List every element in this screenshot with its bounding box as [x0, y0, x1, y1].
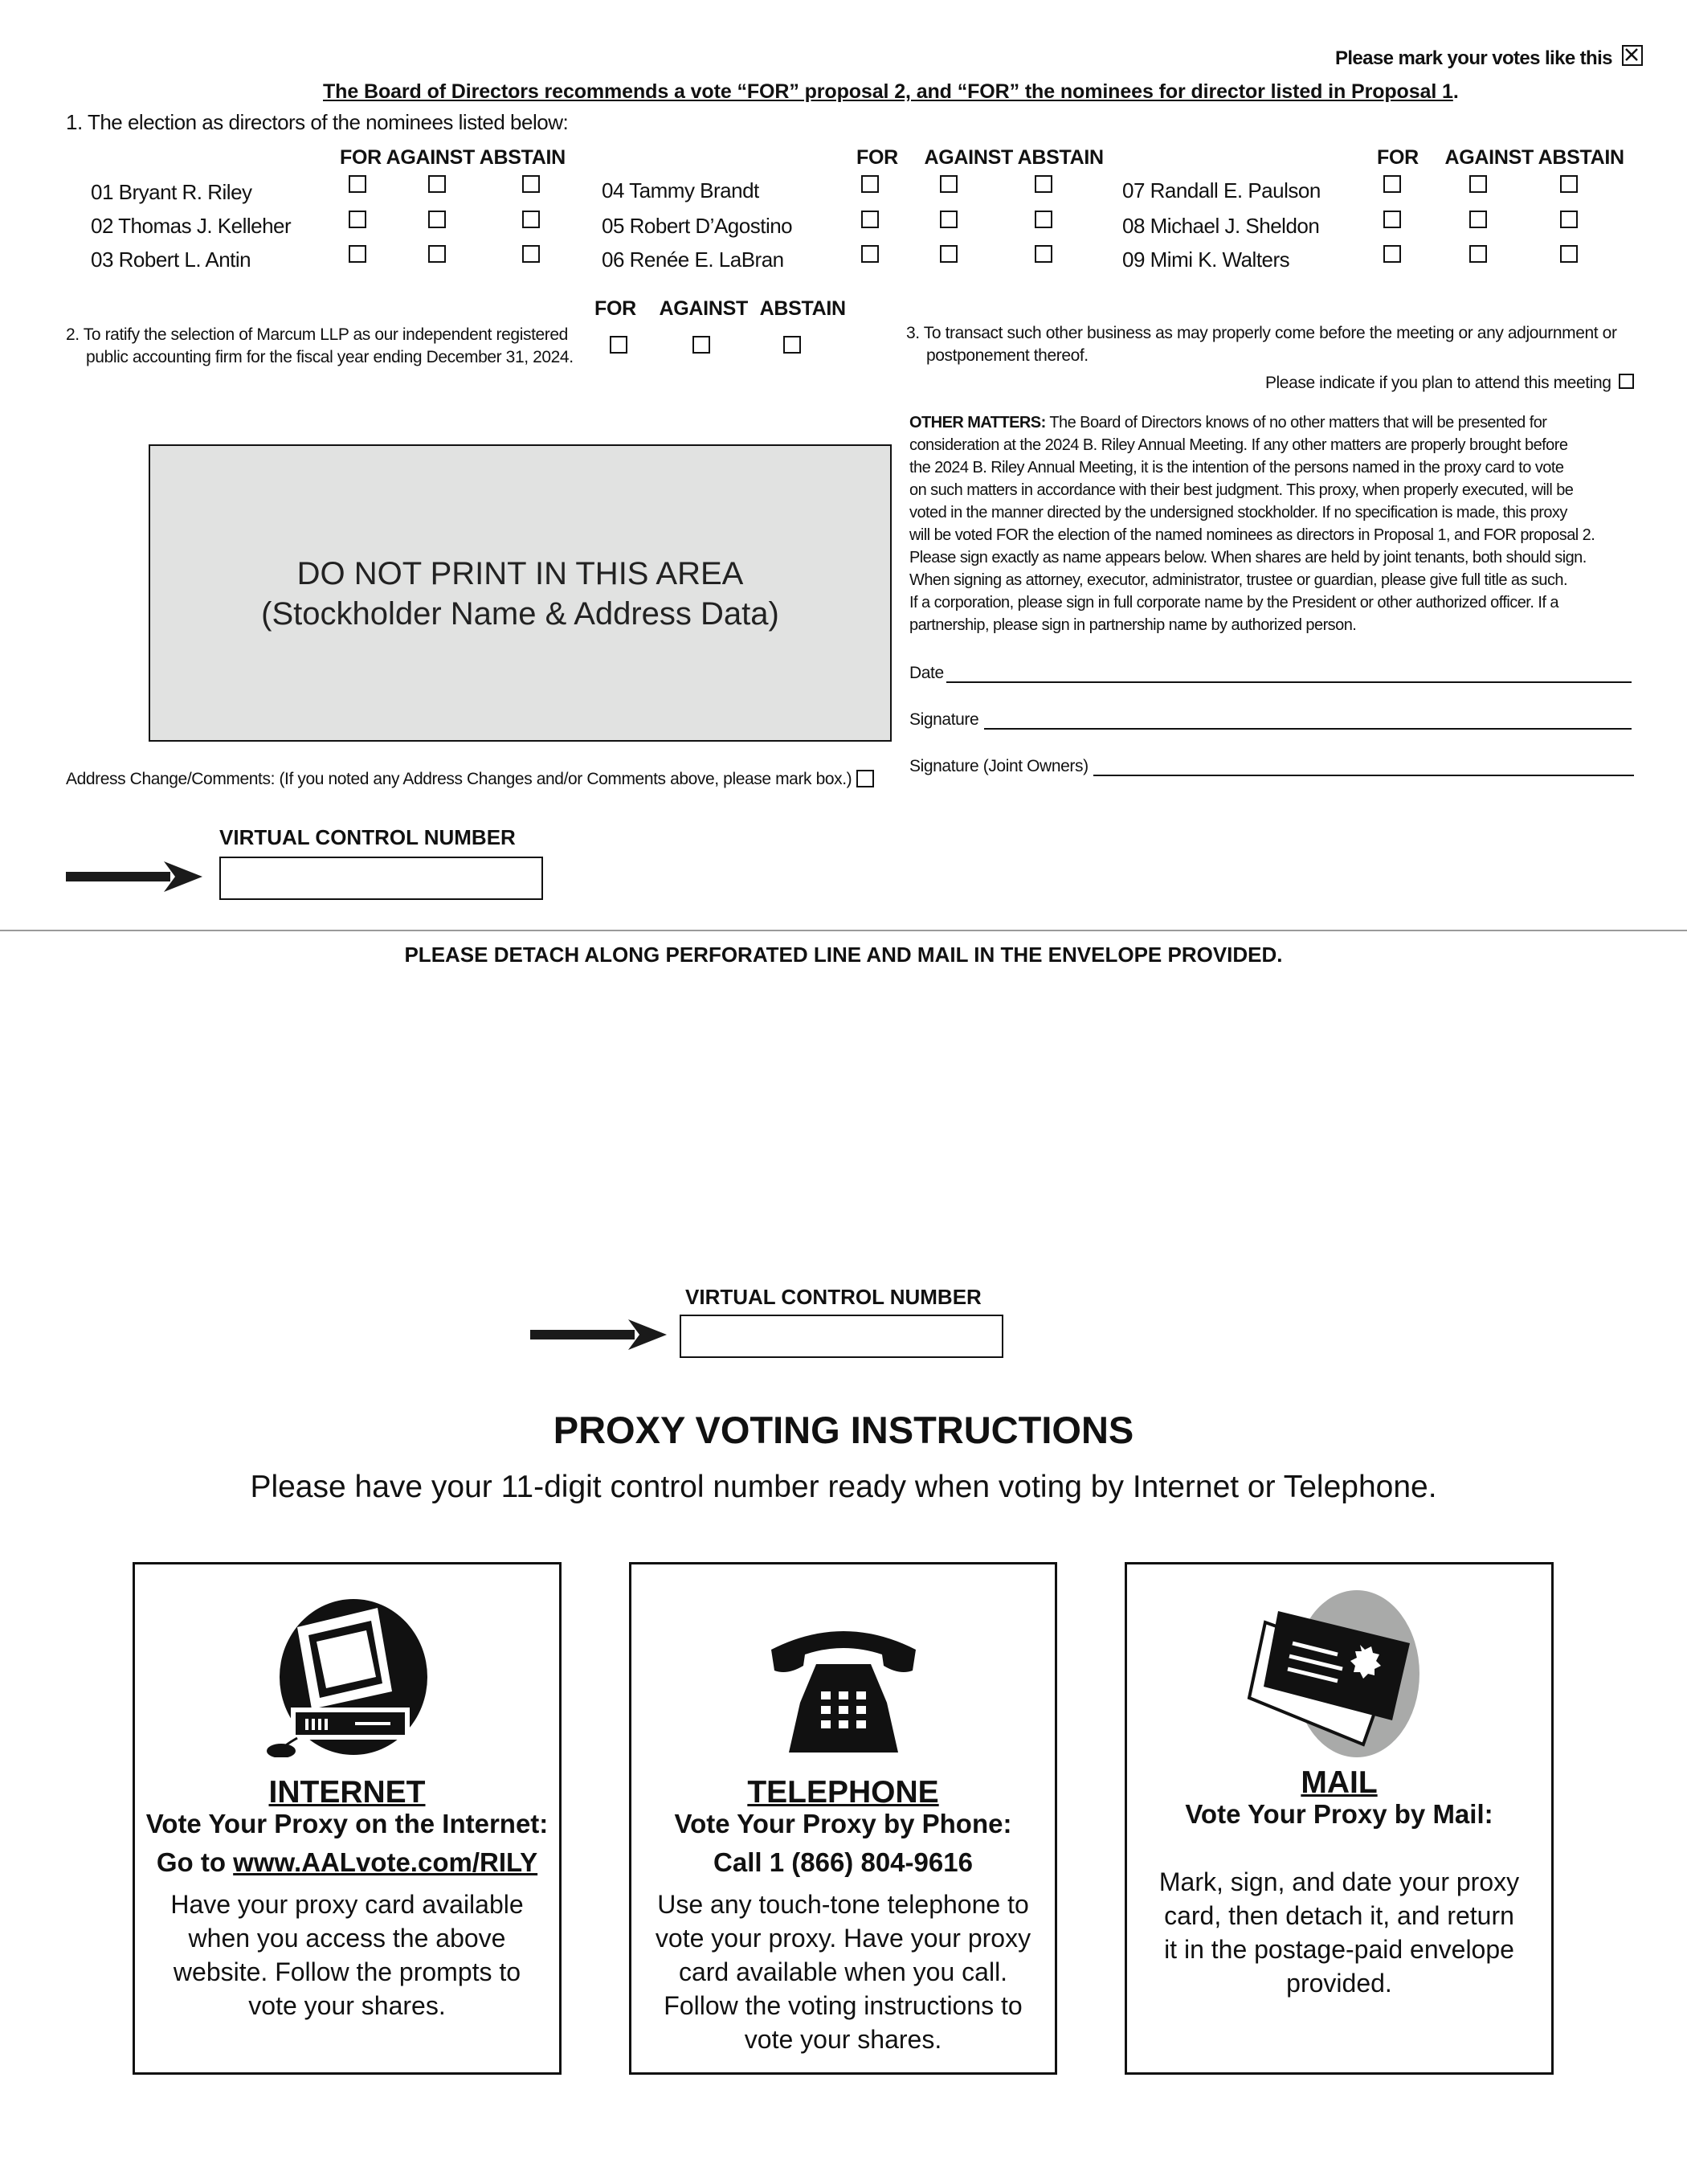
p1-col2-headers: [856, 146, 1104, 170]
internet-body-line: when you access the above: [188, 1924, 506, 1953]
telephone-subtitle: Vote Your Proxy by Phone:: [674, 1809, 1012, 1838]
header-for: FOR: [340, 146, 382, 169]
nominee-08-for-checkbox[interactable]: [1383, 211, 1401, 228]
header-abstain: ABSTAIN: [1017, 146, 1104, 169]
signature-field[interactable]: [984, 728, 1632, 730]
stockholder-address-area: [149, 444, 892, 742]
header-abstain: ABSTAIN: [1538, 146, 1624, 169]
internet-body-line: vote your shares.: [248, 1991, 446, 2020]
nominee-07-abstain-checkbox[interactable]: [1560, 175, 1578, 193]
p1-col1-headers: [340, 146, 566, 170]
arrow-icon: [530, 1319, 668, 1354]
proposal3-line1: 3. To transact such other business as may properly come before the meeting or any adjournment or: [906, 324, 1617, 342]
mark-votes-text: Please mark your votes like this: [1334, 47, 1612, 69]
internet-url-link[interactable]: www.AALvote.com/RILY: [233, 1847, 538, 1877]
nominee-08-against-checkbox[interactable]: [1469, 211, 1487, 228]
header-for: FOR: [1377, 146, 1419, 169]
nominee-01-abstain-checkbox[interactable]: [522, 175, 540, 193]
nominee-04-against-checkbox[interactable]: [940, 175, 958, 193]
nominee-05-abstain-checkbox[interactable]: [1035, 211, 1052, 228]
telephone-panel: [629, 1562, 1057, 2075]
nominee-02-against-checkbox[interactable]: [428, 211, 446, 228]
telephone-body-line: vote your shares.: [744, 2025, 942, 2054]
nominee-06-against-checkbox[interactable]: [940, 245, 958, 263]
mail-title: MAIL: [1301, 1765, 1378, 1800]
header-for: FOR: [856, 146, 898, 169]
marked-box-icon: [1622, 45, 1643, 66]
nominee-07-against-checkbox[interactable]: [1469, 175, 1487, 193]
mail-subtitle: Vote Your Proxy by Mail:: [1185, 1799, 1493, 1829]
address-area-line2: (Stockholder Name & Address Data): [261, 596, 779, 632]
proposal2-line1: 2. To ratify the selection of Marcum LLP as our independent registered: [66, 325, 568, 344]
proposal2-against-checkbox[interactable]: [692, 336, 710, 354]
virtual-control-number-box-top[interactable]: [219, 857, 543, 900]
recommendation-text: The Board of Directors recommends a vote “FOR” proposal 2, and “FOR” the nominees for director listed in Proposal 1: [323, 80, 1453, 103]
other-matters-line: on such matters in accordance with their best judgment. This proxy, when properly executed, will be: [909, 481, 1574, 499]
nominee-02-abstain-checkbox[interactable]: [522, 211, 540, 228]
proposal2-text: [66, 324, 574, 369]
other-matters-line: When signing as attorney, executor, administrator, trustee or guardian, please give full title as such.: [909, 571, 1568, 589]
mail-body: [1127, 1865, 1551, 2000]
nominee-05: 05 Robert D’Agostino: [602, 214, 793, 238]
proposal2-line2: public accounting firm for the fiscal year ending December 31, 2024.: [86, 348, 574, 366]
nominee-04-abstain-checkbox[interactable]: [1035, 175, 1052, 193]
internet-body: [135, 1887, 559, 2022]
nominee-05-against-checkbox[interactable]: [940, 211, 958, 228]
proposal2-abstain-checkbox[interactable]: [783, 336, 801, 354]
mail-body-line: card, then detach it, and return: [1164, 1901, 1514, 1930]
telephone-title: TELEPHONE: [747, 1775, 939, 1810]
mail-panel: [1125, 1562, 1554, 2075]
nominee-07: 07 Randall E. Paulson: [1122, 178, 1321, 202]
internet-body-line: website. Follow the prompts to: [173, 1957, 521, 1986]
header-against: AGAINST: [386, 146, 475, 169]
date-label: Date: [909, 664, 944, 682]
other-matters-line: voted in the manner directed by the undersigned stockholder. If no specification is made, this proxy: [909, 504, 1567, 521]
nominee-08: 08 Michael J. Sheldon: [1122, 214, 1320, 238]
header-against: AGAINST: [1444, 146, 1534, 169]
address-area-line1: DO NOT PRINT IN THIS AREA: [296, 556, 744, 591]
mail-body-line: Mark, sign, and date your proxy: [1158, 1867, 1520, 1896]
proposal3-text: [906, 322, 1617, 367]
internet-title: INTERNET: [268, 1775, 426, 1810]
other-matters-line: consideration at the 2024 B. Riley Annual Meeting. If any other matters are properly brought before: [909, 436, 1568, 454]
nominee-05-for-checkbox[interactable]: [861, 211, 879, 228]
attend-meeting-label: Please indicate if you plan to attend this meeting: [1264, 374, 1611, 392]
proposal2-for-checkbox[interactable]: [610, 336, 627, 354]
nominee-03-for-checkbox[interactable]: [349, 245, 366, 263]
telephone-body-line: card available when you call.: [678, 1957, 1008, 1986]
board-recommendation: The Board of Directors recommends a vote “FOR” proposal 2, and “FOR” the nominees for director listed in Proposal 1.: [323, 80, 1459, 103]
address-change: [66, 768, 852, 791]
nominee-09-for-checkbox[interactable]: [1383, 245, 1401, 263]
virtual-control-label-bottom: VIRTUAL CONTROL NUMBER: [685, 1285, 982, 1309]
instructions-subtitle: Please have your 11-digit control number ready when voting by Internet or Telephone.: [250, 1470, 1437, 1504]
telephone-body-line: Follow the voting instructions to: [664, 1991, 1023, 2020]
nominee-01-for-checkbox[interactable]: [349, 175, 366, 193]
joint-signature-field[interactable]: [1093, 775, 1634, 776]
nominee-06-abstain-checkbox[interactable]: [1035, 245, 1052, 263]
mark-votes-instruction: [1335, 45, 1643, 70]
signature-label: Signature: [909, 710, 979, 729]
computer-icon: [135, 1597, 559, 1757]
telephone-body-line: vote your proxy. Have your proxy: [655, 1924, 1031, 1953]
internet-go-to: [135, 1847, 559, 1878]
internet-panel: [133, 1562, 562, 2075]
other-matters-line: the 2024 B. Riley Annual Meeting, it is the intention of the persons named in the proxy card to vote: [909, 459, 1564, 476]
other-matters: [909, 411, 1636, 636]
mail-body-line: it in the postage-paid envelope: [1164, 1935, 1514, 1964]
nominee-01: 01 Bryant R. Riley: [91, 180, 252, 204]
perforated-line: [0, 930, 1687, 931]
nominee-09-against-checkbox[interactable]: [1469, 245, 1487, 263]
internet-subtitle: Vote Your Proxy on the Internet:: [145, 1809, 549, 1838]
address-change-label: Address Change/Comments: (If you noted any Address Changes and/or Comments above, please mark box.): [66, 770, 852, 788]
arrow-icon: [66, 861, 204, 896]
p1-col3-headers: [1377, 146, 1624, 170]
p2-headers: [594, 297, 846, 321]
header-for: FOR: [594, 297, 636, 320]
other-matters-label: OTHER MATTERS:: [909, 414, 1046, 431]
nominee-04: 04 Tammy Brandt: [602, 178, 759, 202]
proposal3-line2: postponement thereof.: [926, 346, 1089, 365]
virtual-control-label-top: VIRTUAL CONTROL NUMBER: [219, 825, 516, 849]
other-matters-line: Please sign exactly as name appears below. When shares are held by joint tenants, both should sign.: [909, 549, 1587, 566]
telephone-call: Call 1 (866) 804-9616: [713, 1847, 973, 1877]
other-matters-line: will be voted FOR the election of the named nominees as directors in Proposal 1, and FOR proposal 2.: [909, 526, 1595, 544]
telephone-body: [631, 1887, 1055, 2056]
other-matters-line: partnership, please sign in partnership name by authorized person.: [909, 616, 1357, 634]
internet-go-prefix: Go to: [156, 1847, 234, 1877]
joint-signature-label: Signature (Joint Owners): [909, 757, 1089, 775]
nominee-03-against-checkbox[interactable]: [428, 245, 446, 263]
nominee-06: 06 Renée E. LaBran: [602, 247, 784, 272]
nominee-04-for-checkbox[interactable]: [861, 175, 879, 193]
detach-notice: PLEASE DETACH ALONG PERFORATED LINE AND MAIL IN THE ENVELOPE PROVIDED.: [404, 943, 1283, 967]
other-matters-line: The Board of Directors knows of no other matters that will be presented for: [1045, 414, 1547, 431]
nominee-08-abstain-checkbox[interactable]: [1560, 211, 1578, 228]
nominee-02: 02 Thomas J. Kelleher: [91, 214, 292, 238]
proposal1-title: 1. The election as directors of the nominees listed below:: [66, 110, 569, 134]
mail-icon: [1127, 1587, 1551, 1757]
telephone-icon: [631, 1619, 1055, 1757]
instructions-title: PROXY VOTING INSTRUCTIONS: [553, 1409, 1134, 1451]
internet-body-line: Have your proxy card available: [170, 1890, 524, 1919]
nominee-03: 03 Robert L. Antin: [91, 247, 251, 272]
nominee-06-for-checkbox[interactable]: [861, 245, 879, 263]
nominee-09: 09 Mimi K. Walters: [1122, 247, 1290, 272]
mail-body-line: provided.: [1286, 1969, 1392, 1998]
nominee-09-abstain-checkbox[interactable]: [1560, 245, 1578, 263]
virtual-control-number-box-bottom[interactable]: [680, 1315, 1003, 1358]
attend-meeting-checkbox[interactable]: [1619, 374, 1634, 389]
address-change-checkbox[interactable]: [856, 770, 874, 787]
header-abstain: ABSTAIN: [479, 146, 566, 169]
nominee-01-against-checkbox[interactable]: [428, 175, 446, 193]
telephone-body-line: Use any touch-tone telephone to: [657, 1890, 1029, 1919]
header-abstain: ABSTAIN: [759, 297, 846, 320]
date-field[interactable]: [946, 681, 1632, 683]
header-against: AGAINST: [924, 146, 1013, 169]
nominee-03-abstain-checkbox[interactable]: [522, 245, 540, 263]
other-matters-line: If a corporation, please sign in full corporate name by the President or other authorized officer. If a: [909, 594, 1558, 611]
nominee-02-for-checkbox[interactable]: [349, 211, 366, 228]
attend-meeting: [1265, 372, 1634, 395]
header-against: AGAINST: [659, 297, 748, 320]
nominee-07-for-checkbox[interactable]: [1383, 175, 1401, 193]
